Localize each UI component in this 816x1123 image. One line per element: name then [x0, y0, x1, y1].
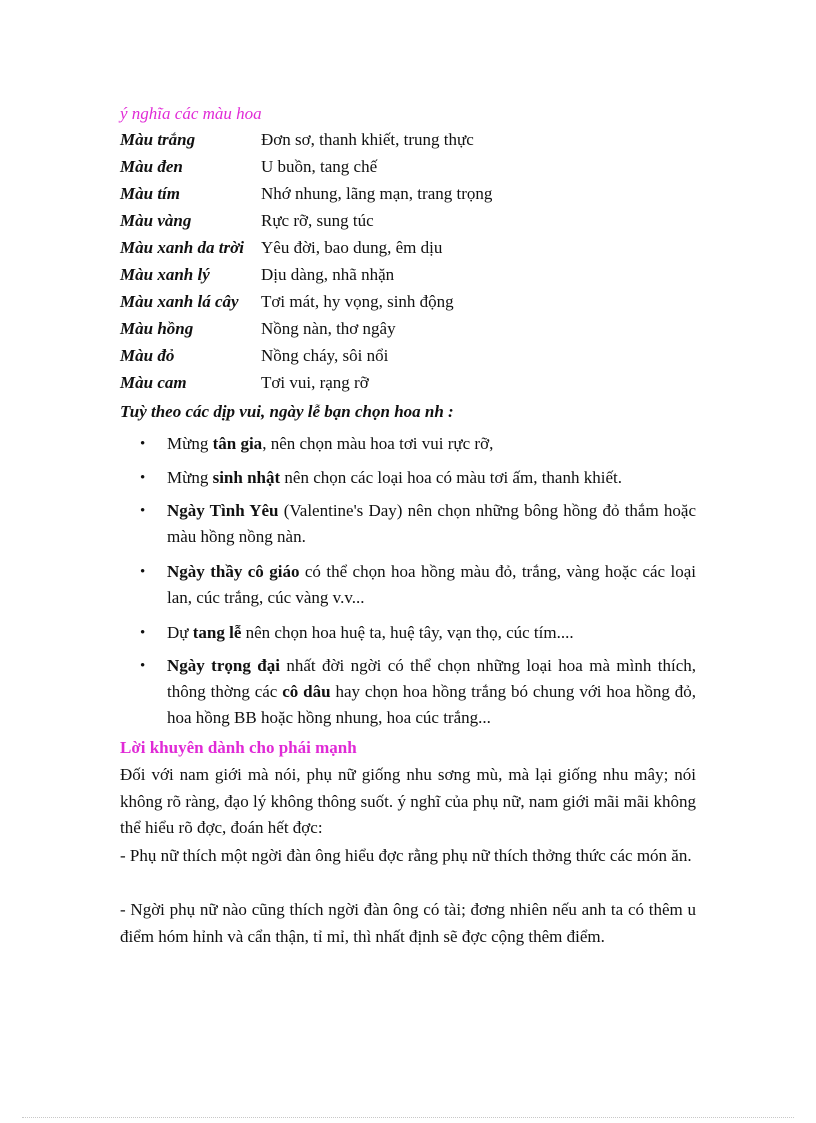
- paragraph: - Ngời phụ nữ nào cũng thích ngời đàn ông có tài; đơng nhiên nếu anh ta có thêm u điểm hóm hỉnh và cẩn thận, tỉ mỉ, thì nhất định sẽ đợc cộng thêm điểm.: [120, 900, 696, 946]
- list-item-text: Ngày thầy cô giáo có thể chọn hoa hồng màu đỏ, trắng, vàng hoặc các loại lan, cúc trắng, cúc vàng v.v...: [167, 562, 696, 607]
- color-meaning: Tơi mát, hy vọng, sinh động: [261, 292, 454, 311]
- color-meaning: Dịu dàng, nhã nhặn: [261, 265, 395, 284]
- paragraph: Đối với nam giới mà nói, phụ nữ giống nhu sơng mù, mà lại giống nhu mây; nói không rõ ràng, đạo lý không thông suốt. ý nghĩ của phụ nữ, nam giới mãi mãi không thể hiểu rõ đợc, đoán hết đợc:: [120, 765, 696, 837]
- color-name: Màu xanh lá cây: [120, 292, 239, 311]
- list-item-text: Dự tang lễ nên chọn hoa huệ ta, huệ tây, vạn thọ, cúc tím....: [167, 623, 574, 642]
- bullet-icon: •: [140, 564, 146, 580]
- list-item-text: Ngày Tình Yêu (Valentine's Day) nên chọn những bông hồng đỏ thắm hoặc màu hồng nồng nàn.: [167, 501, 696, 546]
- list-item: [140, 653, 696, 731]
- bullet-icon: •: [140, 470, 146, 486]
- color-meaning: Nồng nàn, thơ ngây: [261, 319, 396, 338]
- color-name: Màu trắng: [120, 130, 196, 149]
- list-item-text: Mừng tân gia, nên chọn màu hoa tơi vui rực rỡ,: [167, 434, 494, 453]
- advice-heading: Lời khuyên dành cho phái mạnh: [120, 738, 357, 757]
- color-meaning: Đơn sơ, thanh khiết, trung thực: [261, 130, 474, 149]
- color-meaning: U buồn, tang chế: [261, 157, 378, 176]
- list-item: [140, 559, 696, 611]
- color-meaning: Yêu đời, bao dung, êm dịu: [261, 238, 443, 257]
- color-name: Màu hồng: [120, 319, 194, 338]
- bullet-icon: •: [140, 503, 146, 519]
- bullet-icon: •: [140, 658, 146, 674]
- color-name: Màu đen: [120, 157, 183, 176]
- color-name: Màu vàng: [120, 211, 192, 230]
- list-item: [140, 431, 696, 457]
- color-name: Màu tím: [120, 184, 180, 203]
- paragraph: - Phụ nữ thích một ngời đàn ông hiểu đợc rằng phụ nữ thích thởng thức các món ăn.: [120, 846, 692, 865]
- color-name: Màu xanh da trời: [120, 238, 244, 257]
- occasions-heading: Tuỳ theo các dịp vui, ngày lễ bạn chọn hoa nh :: [120, 402, 454, 421]
- color-meaning: Tơi vui, rạng rỡ: [261, 373, 369, 392]
- list-item-text: Ngày trọng đại nhất đời ngời có thể chọn những loại hoa mà mình thích, thông thờng các cô dâu hay chọn hoa hồng trắng bó chung với hoa hồng đỏ, hoa hồng BB hoặc hồng nhung, hoa cúc trắng...: [167, 656, 696, 727]
- flower-meaning-title: ý nghĩa các màu hoa: [120, 104, 262, 123]
- bullet-icon: •: [140, 625, 146, 641]
- color-meaning: Nồng cháy, sôi nổi: [261, 346, 389, 365]
- page-bottom-border: [22, 1117, 794, 1118]
- color-name: Màu cam: [120, 373, 187, 392]
- list-item: [140, 465, 696, 491]
- list-item: [140, 498, 696, 550]
- list-item: [140, 620, 696, 646]
- color-meaning: Nhớ nhung, lãng mạn, trang trọng: [261, 184, 493, 203]
- list-item-text: Mừng sinh nhật nên chọn các loại hoa có màu tơi ấm, thanh khiết.: [167, 468, 622, 487]
- bullet-icon: •: [140, 436, 146, 452]
- color-name: Màu xanh lý: [120, 265, 210, 284]
- color-meaning: Rực rỡ, sung túc: [261, 211, 374, 230]
- color-name: Màu đỏ: [120, 346, 175, 365]
